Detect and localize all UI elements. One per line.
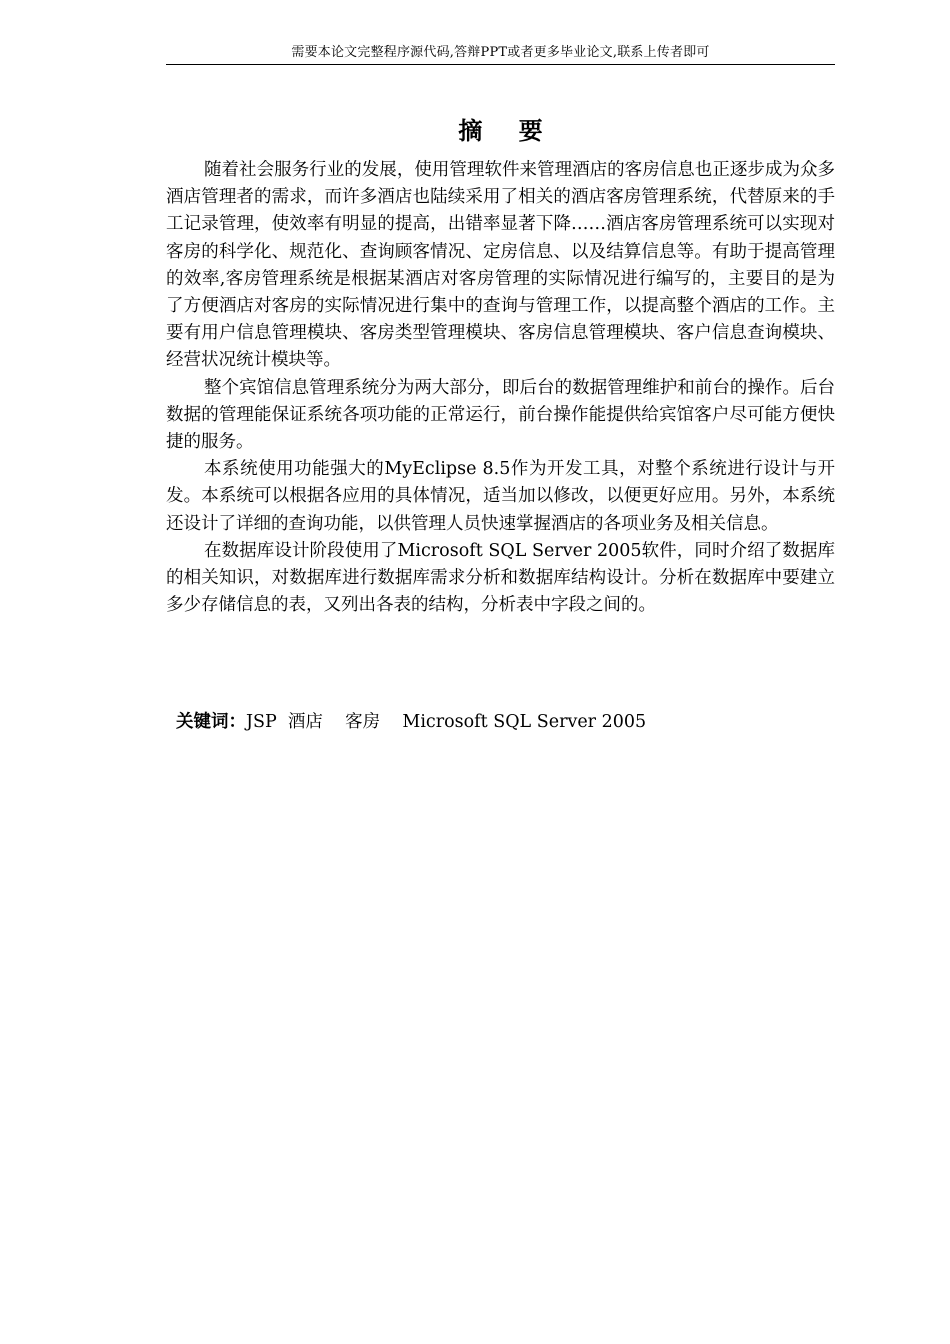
keywords-label: 关键词：: [176, 712, 246, 732]
abstract-paragraph-2: 整个宾馆信息管理系统分为两大部分，即后台的数据管理维护和前台的操作。后台数据的管理能保证系统各项功能的正常运行，前台操作能提供给宾馆客户尽可能方便快捷的服务。: [166, 377, 835, 453]
abstract-paragraph-3: 本系统使用功能强大的MyEclipse 8.5作为开发工具，对整个系统进行设计与开发。本系统可以根据各应用的具体情况，适当加以修改，以便更好应用。另外，本系统还设计了详细的查询功能，以供管理人员快速掌握酒店的各项业务及相关信息。: [166, 459, 835, 534]
abstract-paragraph-4: 在数据库设计阶段使用了Microsoft SQL Server 2005软件，同时介绍了数据库的相关知识，对数据库进行数据库需求分析和数据库结构设计。分析在数据库中要建立多少存储信息的表，又列出各表的结构，分析表中字段之间的。: [166, 540, 835, 616]
keywords-values: JSP 酒店 客房 Microsoft SQL Server 2005: [246, 712, 647, 732]
abstract-body: [166, 157, 835, 619]
keywords-line: [176, 708, 836, 736]
abstract-paragraph-1: 随着社会服务行业的发展，使用管理软件来管理酒店的客房信息也正逐步成为众多酒店管理者的需求，而许多酒店也陆续采用了相关的酒店客房管理系统，代替原来的手工记录管理，使效率有明显的提高，出错率显著下降……酒店客房管理系统可以实现对客房的科学化、规范化、查询顾客情况、定房信息、以及结算信息等。有助于提高管理的效率,客房管理系统是根据某酒店对客房管理的实际情况进行编写的，主要目的是为了方便酒店对客房的实际情况进行集中的查询与管理工作，以提高整个酒店的工作。主要有用户信息管理模块、客房类型管理模块、客房信息管理模块、客户信息查询模块、经营状况统计模块等。: [166, 160, 835, 371]
page-header: 需要本论文完整程序源代码,答辩PPT或者更多毕业论文,联系上传者即可: [291, 45, 710, 60]
abstract-title: 摘 要: [458, 117, 557, 145]
header-divider: [166, 64, 835, 65]
